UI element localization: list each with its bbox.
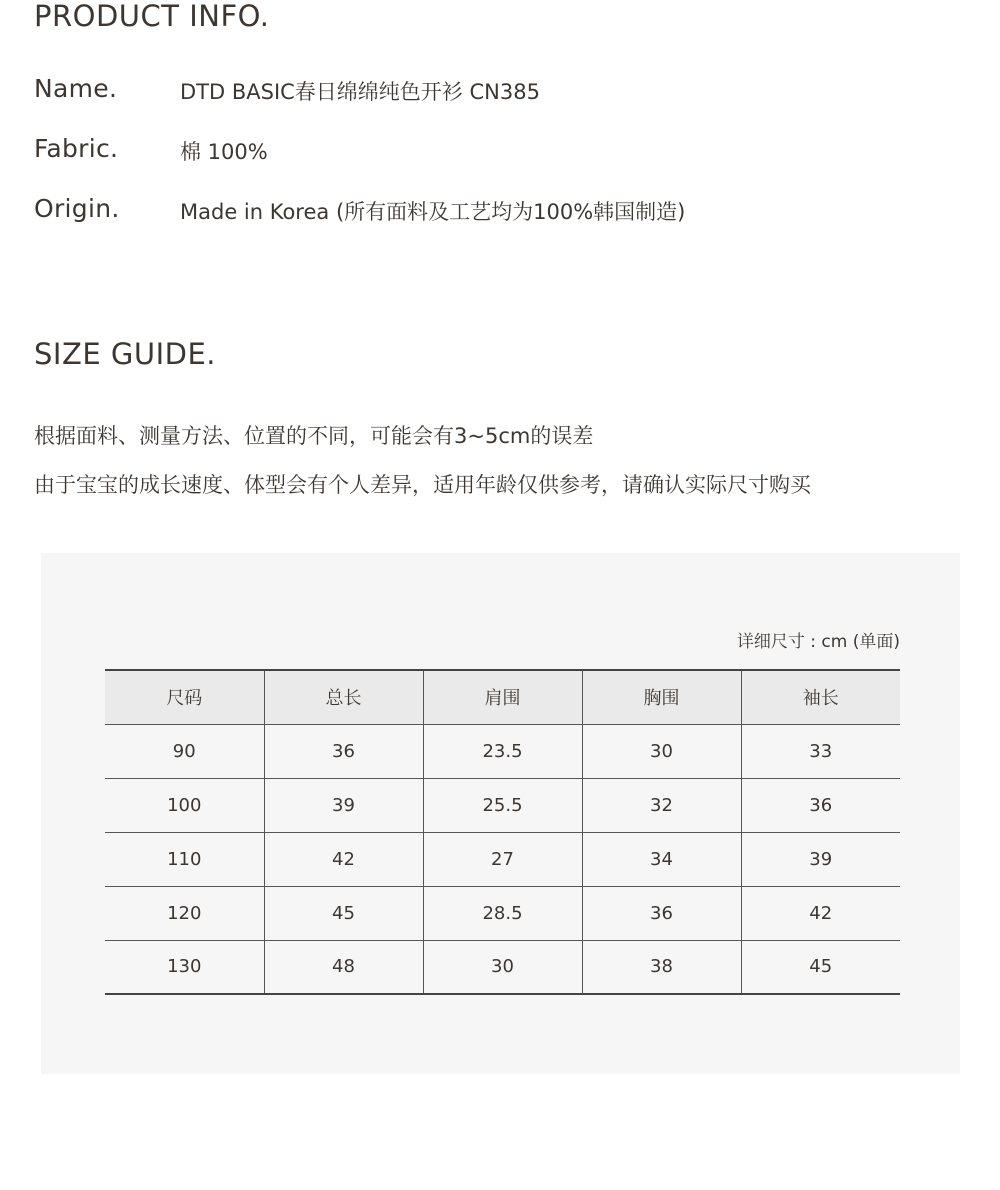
table-header-row bbox=[105, 670, 900, 724]
table-cell: 100 bbox=[105, 778, 264, 832]
table-row bbox=[105, 724, 900, 778]
table-header-cell: 肩围 bbox=[423, 670, 582, 724]
table-cell: 36 bbox=[264, 724, 423, 778]
unit-note: 详细尺寸 : cm (单面) bbox=[736, 632, 900, 652]
table-cell: 30 bbox=[582, 724, 741, 778]
info-label: Name. bbox=[34, 74, 118, 103]
product-info-title: PRODUCT INFO. bbox=[34, 0, 270, 33]
table-cell: 45 bbox=[264, 886, 423, 940]
info-label: Fabric. bbox=[34, 134, 119, 163]
size-note: 根据面料、测量方法、位置的不同，可能会有3~5cm的误差 bbox=[34, 424, 594, 448]
table-cell: 110 bbox=[105, 832, 264, 886]
info-value: Made in Korea (所有面料及工艺均为100%韩国制造) bbox=[180, 200, 686, 224]
table-row bbox=[105, 832, 900, 886]
table-cell: 32 bbox=[582, 778, 741, 832]
table-cell: 120 bbox=[105, 886, 264, 940]
table-header-cell: 总长 bbox=[264, 670, 423, 724]
table-cell: 38 bbox=[582, 940, 741, 994]
size-note: 由于宝宝的成长速度、体型会有个人差异，适用年龄仅供参考，请确认实际尺寸购买 bbox=[34, 473, 811, 497]
table-cell: 42 bbox=[809, 902, 833, 924]
table-cell: 27 bbox=[423, 832, 582, 886]
table-header-cell: 尺码 bbox=[105, 670, 264, 724]
info-row-fabric bbox=[34, 134, 934, 168]
table-cell: 130 bbox=[105, 940, 264, 994]
table-row bbox=[105, 886, 900, 940]
info-label: Origin. bbox=[34, 194, 120, 223]
info-value: 棉 100% bbox=[180, 140, 268, 164]
size-table-panel bbox=[41, 553, 960, 1074]
table-row bbox=[105, 940, 900, 994]
table-cell: 39 bbox=[809, 848, 833, 870]
table-header-cell: 胸围 bbox=[582, 670, 741, 724]
table-cell: 28.5 bbox=[423, 886, 582, 940]
table-cell: 48 bbox=[264, 940, 423, 994]
table-row bbox=[105, 778, 900, 832]
info-row-name bbox=[34, 74, 934, 108]
table-header-cell: 袖长 bbox=[802, 688, 839, 710]
table-cell: 90 bbox=[105, 724, 264, 778]
table-cell: 45 bbox=[809, 956, 833, 978]
size-table bbox=[105, 669, 900, 995]
table-cell: 30 bbox=[423, 940, 582, 994]
info-value: DTD BASIC春日绵绵纯色开衫 CN385 bbox=[180, 80, 540, 104]
size-guide-title: SIZE GUIDE. bbox=[34, 337, 216, 371]
table-cell: 23.5 bbox=[423, 724, 582, 778]
table-cell: 39 bbox=[264, 778, 423, 832]
info-row-origin bbox=[34, 194, 934, 228]
table-cell: 25.5 bbox=[423, 778, 582, 832]
table-cell: 33 bbox=[809, 740, 833, 762]
table-cell: 36 bbox=[582, 886, 741, 940]
table-cell: 42 bbox=[264, 832, 423, 886]
table-cell: 34 bbox=[582, 832, 741, 886]
table-cell: 36 bbox=[809, 794, 833, 816]
